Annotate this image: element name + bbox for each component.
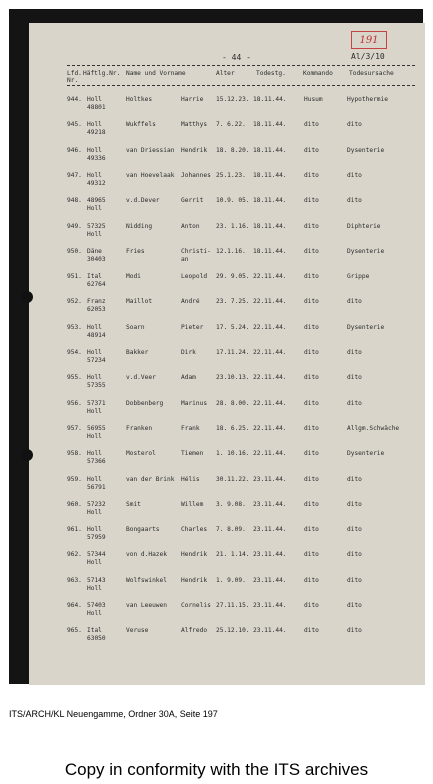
header-kommando: Kommando bbox=[303, 70, 333, 77]
birth-date: 17.11.24. bbox=[216, 349, 250, 356]
death-date: 22.11.44. bbox=[253, 399, 287, 407]
last-name: van Hoevelaak bbox=[126, 171, 175, 179]
last-name: van Leeuwen bbox=[126, 602, 167, 609]
death-date: 18.11.44. bbox=[253, 171, 287, 179]
last-name: Holtkes bbox=[126, 96, 153, 103]
last-name: Fries bbox=[126, 247, 145, 255]
prisoner-number-line2: 62764 bbox=[87, 281, 106, 289]
prisoner-number-line2: Holl bbox=[87, 407, 102, 415]
header-prisoner-number: Häftlg.Nr. bbox=[83, 70, 121, 77]
header-cause: Todesursache bbox=[349, 70, 394, 77]
prisoner-number: Holl bbox=[87, 121, 102, 129]
cause-of-death: Dysenterie bbox=[347, 450, 385, 458]
prisoner-number-line2: Holl bbox=[87, 559, 102, 567]
entry-number: 945. bbox=[67, 121, 82, 129]
table-row bbox=[29, 147, 425, 172]
last-name: van Driessian bbox=[126, 146, 175, 154]
prisoner-number-line2: 57355 bbox=[87, 382, 106, 390]
death-date: 23.11.44. bbox=[253, 500, 287, 508]
prisoner-number-line2: 57959 bbox=[87, 534, 106, 542]
first-name: Hendrik bbox=[181, 146, 208, 154]
death-date: 18.11.44. bbox=[253, 96, 287, 103]
first-name: Johannes bbox=[181, 171, 211, 179]
entry-number: 944. bbox=[67, 96, 82, 103]
table-row bbox=[29, 172, 425, 197]
prisoner-number: 57325 bbox=[87, 222, 106, 230]
death-date: 18.11.44. bbox=[253, 121, 287, 129]
death-date: 23.11.44. bbox=[253, 627, 287, 635]
death-date: 18.11.44. bbox=[253, 146, 287, 154]
entry-number: 964. bbox=[67, 602, 82, 609]
entry-number: 947. bbox=[67, 171, 82, 179]
prisoner-number-line2: Holl bbox=[87, 432, 102, 440]
first-name: Dirk bbox=[181, 349, 196, 356]
prisoner-number: Däne bbox=[87, 247, 102, 255]
prisoner-number-line2: Holl bbox=[87, 205, 102, 213]
cause-of-death: dito bbox=[347, 121, 362, 129]
prisoner-number: 57232 bbox=[87, 500, 106, 508]
prisoner-number: Holl bbox=[87, 96, 102, 103]
cause-of-death: Allgm.Schwäche bbox=[347, 424, 400, 432]
prisoner-number: 57344 bbox=[87, 551, 106, 559]
kommando: dito bbox=[304, 222, 319, 230]
cause-of-death: dito bbox=[347, 171, 362, 179]
kommando: dito bbox=[304, 247, 319, 255]
table-row bbox=[29, 450, 425, 475]
birth-date: 28. 8.00. bbox=[216, 399, 250, 407]
kommando: dito bbox=[304, 273, 319, 281]
cause-of-death: dito bbox=[347, 374, 362, 382]
document-page bbox=[29, 23, 425, 685]
prisoner-number: Holl bbox=[87, 526, 102, 534]
entry-number: 959. bbox=[67, 475, 82, 483]
first-name: Matthys bbox=[181, 121, 208, 129]
birth-date: 18. 8.20. bbox=[216, 146, 250, 154]
cause-of-death: dito bbox=[347, 399, 362, 407]
entry-number: 955. bbox=[67, 374, 82, 382]
cause-of-death: dito bbox=[347, 475, 362, 483]
death-date: 22.11.44. bbox=[253, 424, 287, 432]
last-name: Franken bbox=[126, 424, 153, 432]
kommando: dito bbox=[304, 197, 319, 205]
entry-number: 960. bbox=[67, 500, 82, 508]
archive-reference: Al/3/10 bbox=[351, 52, 385, 61]
prisoner-number: 57143 bbox=[87, 576, 106, 584]
death-date: 22.11.44. bbox=[253, 323, 287, 331]
birth-date: 15.12.23. bbox=[216, 96, 250, 103]
first-name-line2: an bbox=[181, 255, 189, 263]
death-date: 22.11.44. bbox=[253, 374, 287, 382]
first-name: Christi- bbox=[181, 247, 211, 255]
kommando: dito bbox=[304, 374, 319, 382]
table-row bbox=[29, 501, 425, 526]
cause-of-death: Dysenterie bbox=[347, 247, 385, 255]
death-date: 18.11.44. bbox=[253, 247, 287, 255]
birth-date: 18. 6.25. bbox=[216, 424, 250, 432]
first-name: Alfredo bbox=[181, 627, 208, 635]
cause-of-death: dito bbox=[347, 349, 362, 356]
first-name: Hélis bbox=[181, 475, 200, 483]
table-row bbox=[29, 374, 425, 399]
death-date: 22.11.44. bbox=[253, 450, 287, 458]
entry-number: 951. bbox=[67, 273, 82, 281]
last-name: Soarn bbox=[126, 323, 145, 331]
table-row bbox=[29, 627, 425, 652]
header-age: Alter bbox=[216, 70, 235, 77]
entry-number: 946. bbox=[67, 146, 82, 154]
kommando: dito bbox=[304, 602, 319, 609]
conformity-notice: Copy in conformity with the ITS archives bbox=[64, 760, 369, 779]
death-date: 23.11.44. bbox=[253, 551, 287, 559]
first-name: André bbox=[181, 298, 200, 306]
last-name: Maillot bbox=[126, 298, 153, 306]
first-name: Leopold bbox=[181, 273, 208, 281]
last-name: v.d.Veer bbox=[126, 374, 156, 382]
table-row bbox=[29, 476, 425, 501]
header-number: Lfd. Nr. bbox=[67, 70, 82, 84]
prisoner-number: 56955 bbox=[87, 424, 106, 432]
last-name: von d.Hazek bbox=[126, 551, 167, 559]
prisoner-number-line2: 56791 bbox=[87, 483, 106, 491]
kommando: dito bbox=[304, 576, 319, 584]
prisoner-number-line2: 49218 bbox=[87, 129, 106, 137]
table-row bbox=[29, 248, 425, 273]
prisoner-number-line2: 57234 bbox=[87, 357, 106, 364]
prisoner-number-line2: Holl bbox=[87, 584, 102, 592]
table-row bbox=[29, 223, 425, 248]
cause-of-death: dito bbox=[347, 526, 362, 534]
prisoner-number: 48965 bbox=[87, 197, 106, 205]
cause-of-death: Dysenterie bbox=[347, 146, 385, 154]
last-name: Smit bbox=[126, 500, 141, 508]
birth-date: 30.11.22. bbox=[216, 475, 250, 483]
last-name: Bakker bbox=[126, 349, 149, 356]
table-row bbox=[29, 425, 425, 450]
entry-number: 949. bbox=[67, 222, 82, 230]
cause-of-death: dito bbox=[347, 576, 362, 584]
cause-of-death: dito bbox=[347, 551, 362, 559]
prisoner-number-line2: Holl bbox=[87, 610, 102, 617]
first-name: Adam bbox=[181, 374, 196, 382]
cause-of-death: Hypothermie bbox=[347, 96, 388, 103]
birth-date: 7. 8.09. bbox=[216, 526, 246, 534]
table-row bbox=[29, 602, 425, 627]
prisoner-number: Holl bbox=[87, 323, 102, 331]
death-date: 22.11.44. bbox=[253, 273, 287, 281]
table-row bbox=[29, 96, 425, 121]
first-name: Cornelis bbox=[181, 602, 211, 609]
entry-number: 963. bbox=[67, 576, 82, 584]
prisoner-number: Holl bbox=[87, 349, 102, 356]
table-row bbox=[29, 298, 425, 323]
last-name: Bongaarts bbox=[126, 526, 160, 534]
prisoner-number-line2: 62053 bbox=[87, 306, 106, 314]
entry-number: 954. bbox=[67, 349, 82, 356]
scanned-document-frame bbox=[9, 9, 423, 684]
last-name: Mosterol bbox=[126, 450, 156, 458]
death-date: 18.11.44. bbox=[253, 197, 287, 205]
prisoner-number-line2: 49336 bbox=[87, 154, 106, 162]
kommando: dito bbox=[304, 526, 319, 534]
table-row bbox=[29, 400, 425, 425]
first-name: Gerrit bbox=[181, 197, 204, 205]
first-name: Frank bbox=[181, 424, 200, 432]
table-row bbox=[29, 121, 425, 146]
death-date: 22.11.44. bbox=[253, 349, 287, 356]
first-name: Marinus bbox=[181, 399, 208, 407]
birth-date: 17. 5.24. bbox=[216, 323, 250, 331]
birth-date: 29. 9.05. bbox=[216, 273, 250, 281]
kommando: dito bbox=[304, 146, 319, 154]
entry-number: 950. bbox=[67, 247, 82, 255]
prisoner-number: Holl bbox=[87, 450, 102, 458]
entry-number: 952. bbox=[67, 298, 82, 306]
prisoner-number-line2: 63050 bbox=[87, 635, 106, 643]
page-number: - 44 - bbox=[222, 53, 251, 62]
table-row bbox=[29, 526, 425, 551]
entry-number: 953. bbox=[67, 323, 82, 331]
birth-date: 3. 9.08. bbox=[216, 500, 246, 508]
death-date: 22.11.44. bbox=[253, 298, 287, 306]
death-date: 23.11.44. bbox=[253, 475, 287, 483]
last-name: Veruse bbox=[126, 627, 149, 635]
death-date: 23.11.44. bbox=[253, 576, 287, 584]
table-row bbox=[29, 551, 425, 576]
birth-date: 21. 1.14. bbox=[216, 551, 250, 559]
prisoner-number-line2: Holl bbox=[87, 508, 102, 516]
entry-number: 958. bbox=[67, 450, 82, 458]
prisoner-number-line2: 57366 bbox=[87, 458, 106, 466]
kommando: Husum bbox=[304, 96, 323, 103]
birth-date: 27.11.15. bbox=[216, 602, 250, 609]
birth-date: 23. 7.25. bbox=[216, 298, 250, 306]
birth-date: 25.1.23. bbox=[216, 171, 246, 179]
table-row bbox=[29, 577, 425, 602]
death-date: 23.11.44. bbox=[253, 526, 287, 534]
first-name: Hendrik bbox=[181, 551, 208, 559]
first-name: Pieter bbox=[181, 323, 204, 331]
entry-number: 961. bbox=[67, 526, 82, 534]
kommando: dito bbox=[304, 171, 319, 179]
kommando: dito bbox=[304, 475, 319, 483]
first-name: Willem bbox=[181, 500, 204, 508]
cause-of-death: dito bbox=[347, 627, 362, 635]
birth-date: 23.10.13. bbox=[216, 374, 250, 382]
last-name: Nidding bbox=[126, 222, 153, 230]
prisoner-number: Holl bbox=[87, 374, 102, 382]
cause-of-death: Dysenterie bbox=[347, 323, 385, 331]
last-name: v.d.Dever bbox=[126, 197, 160, 205]
kommando: dito bbox=[304, 323, 319, 331]
last-name: Dobbenberg bbox=[126, 399, 164, 407]
birth-date: 12.1.16. bbox=[216, 247, 246, 255]
last-name: Modi bbox=[126, 273, 141, 281]
header-bottom-rule bbox=[67, 85, 415, 86]
archive-caption: ITS/ARCH/KL Neuengamme, Ordner 30A, Seite 197 bbox=[9, 709, 218, 719]
prisoner-number-line2: Holl bbox=[87, 230, 102, 238]
archive-stamp: 191 bbox=[351, 31, 387, 49]
prisoner-number-line2: 48914 bbox=[87, 331, 106, 339]
prisoner-number: Ital bbox=[87, 273, 102, 281]
entry-number: 956. bbox=[67, 399, 82, 407]
prisoner-number: Holl bbox=[87, 171, 102, 179]
prisoner-number: Holl bbox=[87, 146, 102, 154]
table-row bbox=[29, 324, 425, 349]
kommando: dito bbox=[304, 298, 319, 306]
header-name: Name und Vorname bbox=[126, 70, 186, 77]
kommando: dito bbox=[304, 121, 319, 129]
entry-number: 965. bbox=[67, 627, 82, 635]
cause-of-death: dito bbox=[347, 500, 362, 508]
last-name: Wukffels bbox=[126, 121, 156, 129]
first-name: Charles bbox=[181, 526, 208, 534]
first-name: Harrie bbox=[181, 96, 204, 103]
last-name: van der Brink bbox=[126, 475, 175, 483]
table-row bbox=[29, 273, 425, 298]
entry-number: 957. bbox=[67, 424, 82, 432]
death-date: 18.11.44. bbox=[253, 222, 287, 230]
last-name: Wolfswinkel bbox=[126, 576, 167, 584]
table-row bbox=[29, 197, 425, 222]
death-date: 23.11.44. bbox=[253, 602, 287, 609]
first-name: Anton bbox=[181, 222, 200, 230]
birth-date: 23. 1.16. bbox=[216, 222, 250, 230]
kommando: dito bbox=[304, 399, 319, 407]
cause-of-death: Grippe bbox=[347, 273, 370, 281]
prisoner-number: 57403 bbox=[87, 602, 106, 609]
header-top-rule bbox=[67, 65, 415, 66]
birth-date: 10.9. 05. bbox=[216, 197, 250, 205]
cause-of-death: dito bbox=[347, 197, 362, 205]
table-row bbox=[29, 349, 425, 374]
birth-date: 1. 10.16. bbox=[216, 450, 250, 458]
entry-number: 948. bbox=[67, 197, 82, 205]
prisoner-number-line2: 48801 bbox=[87, 104, 106, 111]
cause-of-death: dito bbox=[347, 298, 362, 306]
birth-date: 7. 6.22. bbox=[216, 121, 246, 129]
kommando: dito bbox=[304, 627, 319, 635]
kommando: dito bbox=[304, 349, 319, 356]
kommando: dito bbox=[304, 424, 319, 432]
prisoner-number-line2: 30403 bbox=[87, 255, 106, 263]
entry-number: 962. bbox=[67, 551, 82, 559]
kommando: dito bbox=[304, 500, 319, 508]
first-name: Hendrik bbox=[181, 576, 208, 584]
kommando: dito bbox=[304, 450, 319, 458]
first-name: Tiemen bbox=[181, 450, 204, 458]
prisoner-number-line2: 49312 bbox=[87, 179, 106, 187]
cause-of-death: dito bbox=[347, 602, 362, 609]
prisoner-number: Holl bbox=[87, 475, 102, 483]
prisoner-number: Ital bbox=[87, 627, 102, 635]
birth-date: 1. 9.09. bbox=[216, 576, 246, 584]
kommando: dito bbox=[304, 551, 319, 559]
prisoner-number: Franz bbox=[87, 298, 106, 306]
header-death-date: Todestg. bbox=[256, 70, 286, 77]
cause-of-death: Diphterie bbox=[347, 222, 381, 230]
birth-date: 25.12.10. bbox=[216, 627, 250, 635]
prisoner-number: 57371 bbox=[87, 399, 106, 407]
